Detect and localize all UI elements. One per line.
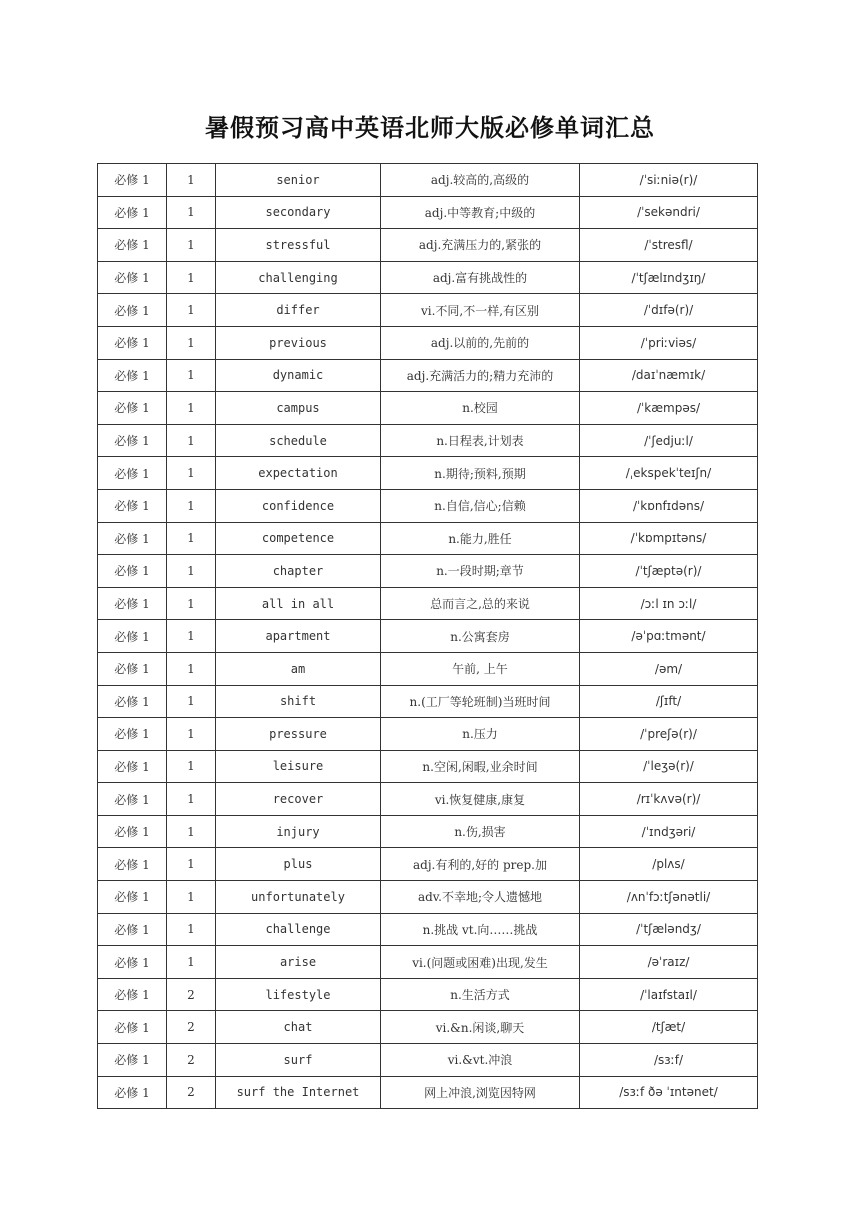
phonetic-cell: /plʌs/ <box>580 848 758 881</box>
meaning-cell: n.自信,信心;信赖 <box>381 489 580 522</box>
table-row <box>98 783 758 816</box>
word-cell: expectation <box>216 457 381 490</box>
textbook-cell: 必修 1 <box>98 196 167 229</box>
phonetic-cell: /ˈtʃæləndʒ/ <box>580 913 758 946</box>
table-row <box>98 261 758 294</box>
table-row <box>98 913 758 946</box>
phonetic-cell: /ˈpriːviəs/ <box>580 326 758 359</box>
meaning-cell: n.期待;预料,预期 <box>381 457 580 490</box>
unit-cell: 1 <box>167 424 216 457</box>
textbook-cell: 必修 1 <box>98 522 167 555</box>
word-cell: recover <box>216 783 381 816</box>
word-cell: all in all <box>216 587 381 620</box>
word-cell: arise <box>216 946 381 979</box>
unit-cell: 1 <box>167 881 216 914</box>
table-row <box>98 848 758 881</box>
word-cell: schedule <box>216 424 381 457</box>
unit-cell: 1 <box>167 946 216 979</box>
textbook-cell: 必修 1 <box>98 359 167 392</box>
unit-cell: 1 <box>167 587 216 620</box>
unit-cell: 1 <box>167 164 216 197</box>
phonetic-cell: /ˈsekəndri/ <box>580 196 758 229</box>
unit-cell: 2 <box>167 1011 216 1044</box>
meaning-cell: adv.不幸地;令人遗憾地 <box>381 881 580 914</box>
phonetic-cell: /ˈkɒnfɪdəns/ <box>580 489 758 522</box>
meaning-cell: 午前, 上午 <box>381 652 580 685</box>
meaning-cell: n.空闲,闲暇,业余时间 <box>381 750 580 783</box>
textbook-cell: 必修 1 <box>98 881 167 914</box>
textbook-cell: 必修 1 <box>98 457 167 490</box>
unit-cell: 1 <box>167 718 216 751</box>
word-cell: challenge <box>216 913 381 946</box>
word-cell: stressful <box>216 229 381 262</box>
table-row <box>98 815 758 848</box>
phonetic-cell: /ˈleʒə(r)/ <box>580 750 758 783</box>
phonetic-cell: /əˈpɑːtmənt/ <box>580 620 758 653</box>
word-cell: leisure <box>216 750 381 783</box>
phonetic-cell: /ˈʃedjuːl/ <box>580 424 758 457</box>
textbook-cell: 必修 1 <box>98 718 167 751</box>
textbook-cell: 必修 1 <box>98 783 167 816</box>
unit-cell: 1 <box>167 750 216 783</box>
textbook-cell: 必修 1 <box>98 978 167 1011</box>
table-row <box>98 978 758 1011</box>
phonetic-cell: /ˈkɒmpɪtəns/ <box>580 522 758 555</box>
word-cell: surf <box>216 1044 381 1077</box>
meaning-cell: n.生活方式 <box>381 978 580 1011</box>
phonetic-cell: /ˈdɪfə(r)/ <box>580 294 758 327</box>
textbook-cell: 必修 1 <box>98 620 167 653</box>
phonetic-cell: /daɪˈnæmɪk/ <box>580 359 758 392</box>
table-row <box>98 229 758 262</box>
table-row <box>98 522 758 555</box>
word-cell: surf the Internet <box>216 1076 381 1109</box>
unit-cell: 1 <box>167 457 216 490</box>
textbook-cell: 必修 1 <box>98 392 167 425</box>
phonetic-cell: /əm/ <box>580 652 758 685</box>
phonetic-cell: /ˈsiːniə(r)/ <box>580 164 758 197</box>
meaning-cell: n.校园 <box>381 392 580 425</box>
table-row <box>98 587 758 620</box>
table-row <box>98 750 758 783</box>
textbook-cell: 必修 1 <box>98 946 167 979</box>
phonetic-cell: /ˈtʃæptə(r)/ <box>580 555 758 588</box>
table-row <box>98 164 758 197</box>
textbook-cell: 必修 1 <box>98 326 167 359</box>
phonetic-cell: /ˈɪndʒəri/ <box>580 815 758 848</box>
unit-cell: 1 <box>167 652 216 685</box>
word-cell: plus <box>216 848 381 881</box>
meaning-cell: 网上冲浪,浏览因特网 <box>381 1076 580 1109</box>
textbook-cell: 必修 1 <box>98 685 167 718</box>
page-title: 暑假预习高中英语北师大版必修单词汇总 <box>205 113 655 142</box>
unit-cell: 1 <box>167 489 216 522</box>
unit-cell: 1 <box>167 261 216 294</box>
table-row <box>98 685 758 718</box>
textbook-cell: 必修 1 <box>98 1044 167 1077</box>
word-cell: unfortunately <box>216 881 381 914</box>
meaning-cell: n.伤,损害 <box>381 815 580 848</box>
table-row <box>98 620 758 653</box>
phonetic-cell: /ʃɪft/ <box>580 685 758 718</box>
meaning-cell: vi.&n.闲谈,聊天 <box>381 1011 580 1044</box>
phonetic-cell: /ˈtʃælɪndʒɪŋ/ <box>580 261 758 294</box>
word-cell: chat <box>216 1011 381 1044</box>
meaning-cell: adj.富有挑战性的 <box>381 261 580 294</box>
phonetic-cell: /ʌnˈfɔːtʃənətli/ <box>580 881 758 914</box>
textbook-cell: 必修 1 <box>98 750 167 783</box>
unit-cell: 1 <box>167 359 216 392</box>
unit-cell: 1 <box>167 685 216 718</box>
phonetic-cell: /əˈraɪz/ <box>580 946 758 979</box>
meaning-cell: adj.充满活力的;精力充沛的 <box>381 359 580 392</box>
meaning-cell: vi.(问题或困难)出现,发生 <box>381 946 580 979</box>
table-row <box>98 946 758 979</box>
textbook-cell: 必修 1 <box>98 261 167 294</box>
meaning-cell: vi.恢复健康,康复 <box>381 783 580 816</box>
word-cell: differ <box>216 294 381 327</box>
word-cell: shift <box>216 685 381 718</box>
word-cell: previous <box>216 326 381 359</box>
meaning-cell: n.公寓套房 <box>381 620 580 653</box>
unit-cell: 1 <box>167 392 216 425</box>
textbook-cell: 必修 1 <box>98 424 167 457</box>
unit-cell: 2 <box>167 1076 216 1109</box>
word-cell: apartment <box>216 620 381 653</box>
unit-cell: 1 <box>167 620 216 653</box>
meaning-cell: n.压力 <box>381 718 580 751</box>
word-cell: campus <box>216 392 381 425</box>
meaning-cell: adj.中等教育;中级的 <box>381 196 580 229</box>
meaning-cell: vi.不同,不一样,有区别 <box>381 294 580 327</box>
table-row <box>98 294 758 327</box>
unit-cell: 1 <box>167 848 216 881</box>
table-row <box>98 392 758 425</box>
phonetic-cell: /ˈstresfl/ <box>580 229 758 262</box>
meaning-cell: n.日程表,计划表 <box>381 424 580 457</box>
table-row <box>98 1011 758 1044</box>
meaning-cell: n.(工厂等轮班制)当班时间 <box>381 685 580 718</box>
table-row <box>98 555 758 588</box>
unit-cell: 1 <box>167 229 216 262</box>
word-cell: am <box>216 652 381 685</box>
table-row <box>98 359 758 392</box>
textbook-cell: 必修 1 <box>98 652 167 685</box>
word-cell: dynamic <box>216 359 381 392</box>
vocabulary-table <box>97 163 758 1109</box>
phonetic-cell: /ɔːl ɪn ɔːl/ <box>580 587 758 620</box>
meaning-cell: vi.&vt.冲浪 <box>381 1044 580 1077</box>
table-row <box>98 1076 758 1109</box>
phonetic-cell: /sɜːf ðə ˈɪntənet/ <box>580 1076 758 1109</box>
meaning-cell: n.能力,胜任 <box>381 522 580 555</box>
phonetic-cell: /tʃæt/ <box>580 1011 758 1044</box>
word-cell: competence <box>216 522 381 555</box>
textbook-cell: 必修 1 <box>98 555 167 588</box>
textbook-cell: 必修 1 <box>98 1011 167 1044</box>
word-cell: lifestyle <box>216 978 381 1011</box>
word-cell: chapter <box>216 555 381 588</box>
vocabulary-table-body <box>98 164 758 1109</box>
phonetic-cell: /ˈkæmpəs/ <box>580 392 758 425</box>
unit-cell: 1 <box>167 555 216 588</box>
meaning-cell: adj.以前的,先前的 <box>381 326 580 359</box>
unit-cell: 1 <box>167 913 216 946</box>
table-row <box>98 718 758 751</box>
unit-cell: 1 <box>167 294 216 327</box>
word-cell: pressure <box>216 718 381 751</box>
phonetic-cell: /ˌekspekˈteɪʃn/ <box>580 457 758 490</box>
table-row <box>98 424 758 457</box>
textbook-cell: 必修 1 <box>98 164 167 197</box>
meaning-cell: adj.较高的,高级的 <box>381 164 580 197</box>
unit-cell: 1 <box>167 815 216 848</box>
table-row <box>98 652 758 685</box>
table-row <box>98 196 758 229</box>
meaning-cell: adj.充满压力的,紧张的 <box>381 229 580 262</box>
textbook-cell: 必修 1 <box>98 229 167 262</box>
textbook-cell: 必修 1 <box>98 1076 167 1109</box>
textbook-cell: 必修 1 <box>98 815 167 848</box>
phonetic-cell: /ˈlaɪfstaɪl/ <box>580 978 758 1011</box>
unit-cell: 2 <box>167 1044 216 1077</box>
textbook-cell: 必修 1 <box>98 913 167 946</box>
word-cell: secondary <box>216 196 381 229</box>
textbook-cell: 必修 1 <box>98 848 167 881</box>
phonetic-cell: /sɜːf/ <box>580 1044 758 1077</box>
textbook-cell: 必修 1 <box>98 489 167 522</box>
unit-cell: 1 <box>167 326 216 359</box>
unit-cell: 2 <box>167 978 216 1011</box>
word-cell: confidence <box>216 489 381 522</box>
unit-cell: 1 <box>167 196 216 229</box>
textbook-cell: 必修 1 <box>98 587 167 620</box>
phonetic-cell: /ˈpreʃə(r)/ <box>580 718 758 751</box>
textbook-cell: 必修 1 <box>98 294 167 327</box>
meaning-cell: n.一段时期;章节 <box>381 555 580 588</box>
table-row <box>98 326 758 359</box>
meaning-cell: n.挑战 vt.向……挑战 <box>381 913 580 946</box>
table-row <box>98 1044 758 1077</box>
unit-cell: 1 <box>167 522 216 555</box>
table-row <box>98 457 758 490</box>
table-row <box>98 881 758 914</box>
meaning-cell: adj.有利的,好的 prep.加 <box>381 848 580 881</box>
phonetic-cell: /rɪˈkʌvə(r)/ <box>580 783 758 816</box>
meaning-cell: 总而言之,总的来说 <box>381 587 580 620</box>
word-cell: senior <box>216 164 381 197</box>
table-row <box>98 489 758 522</box>
unit-cell: 1 <box>167 783 216 816</box>
word-cell: challenging <box>216 261 381 294</box>
word-cell: injury <box>216 815 381 848</box>
